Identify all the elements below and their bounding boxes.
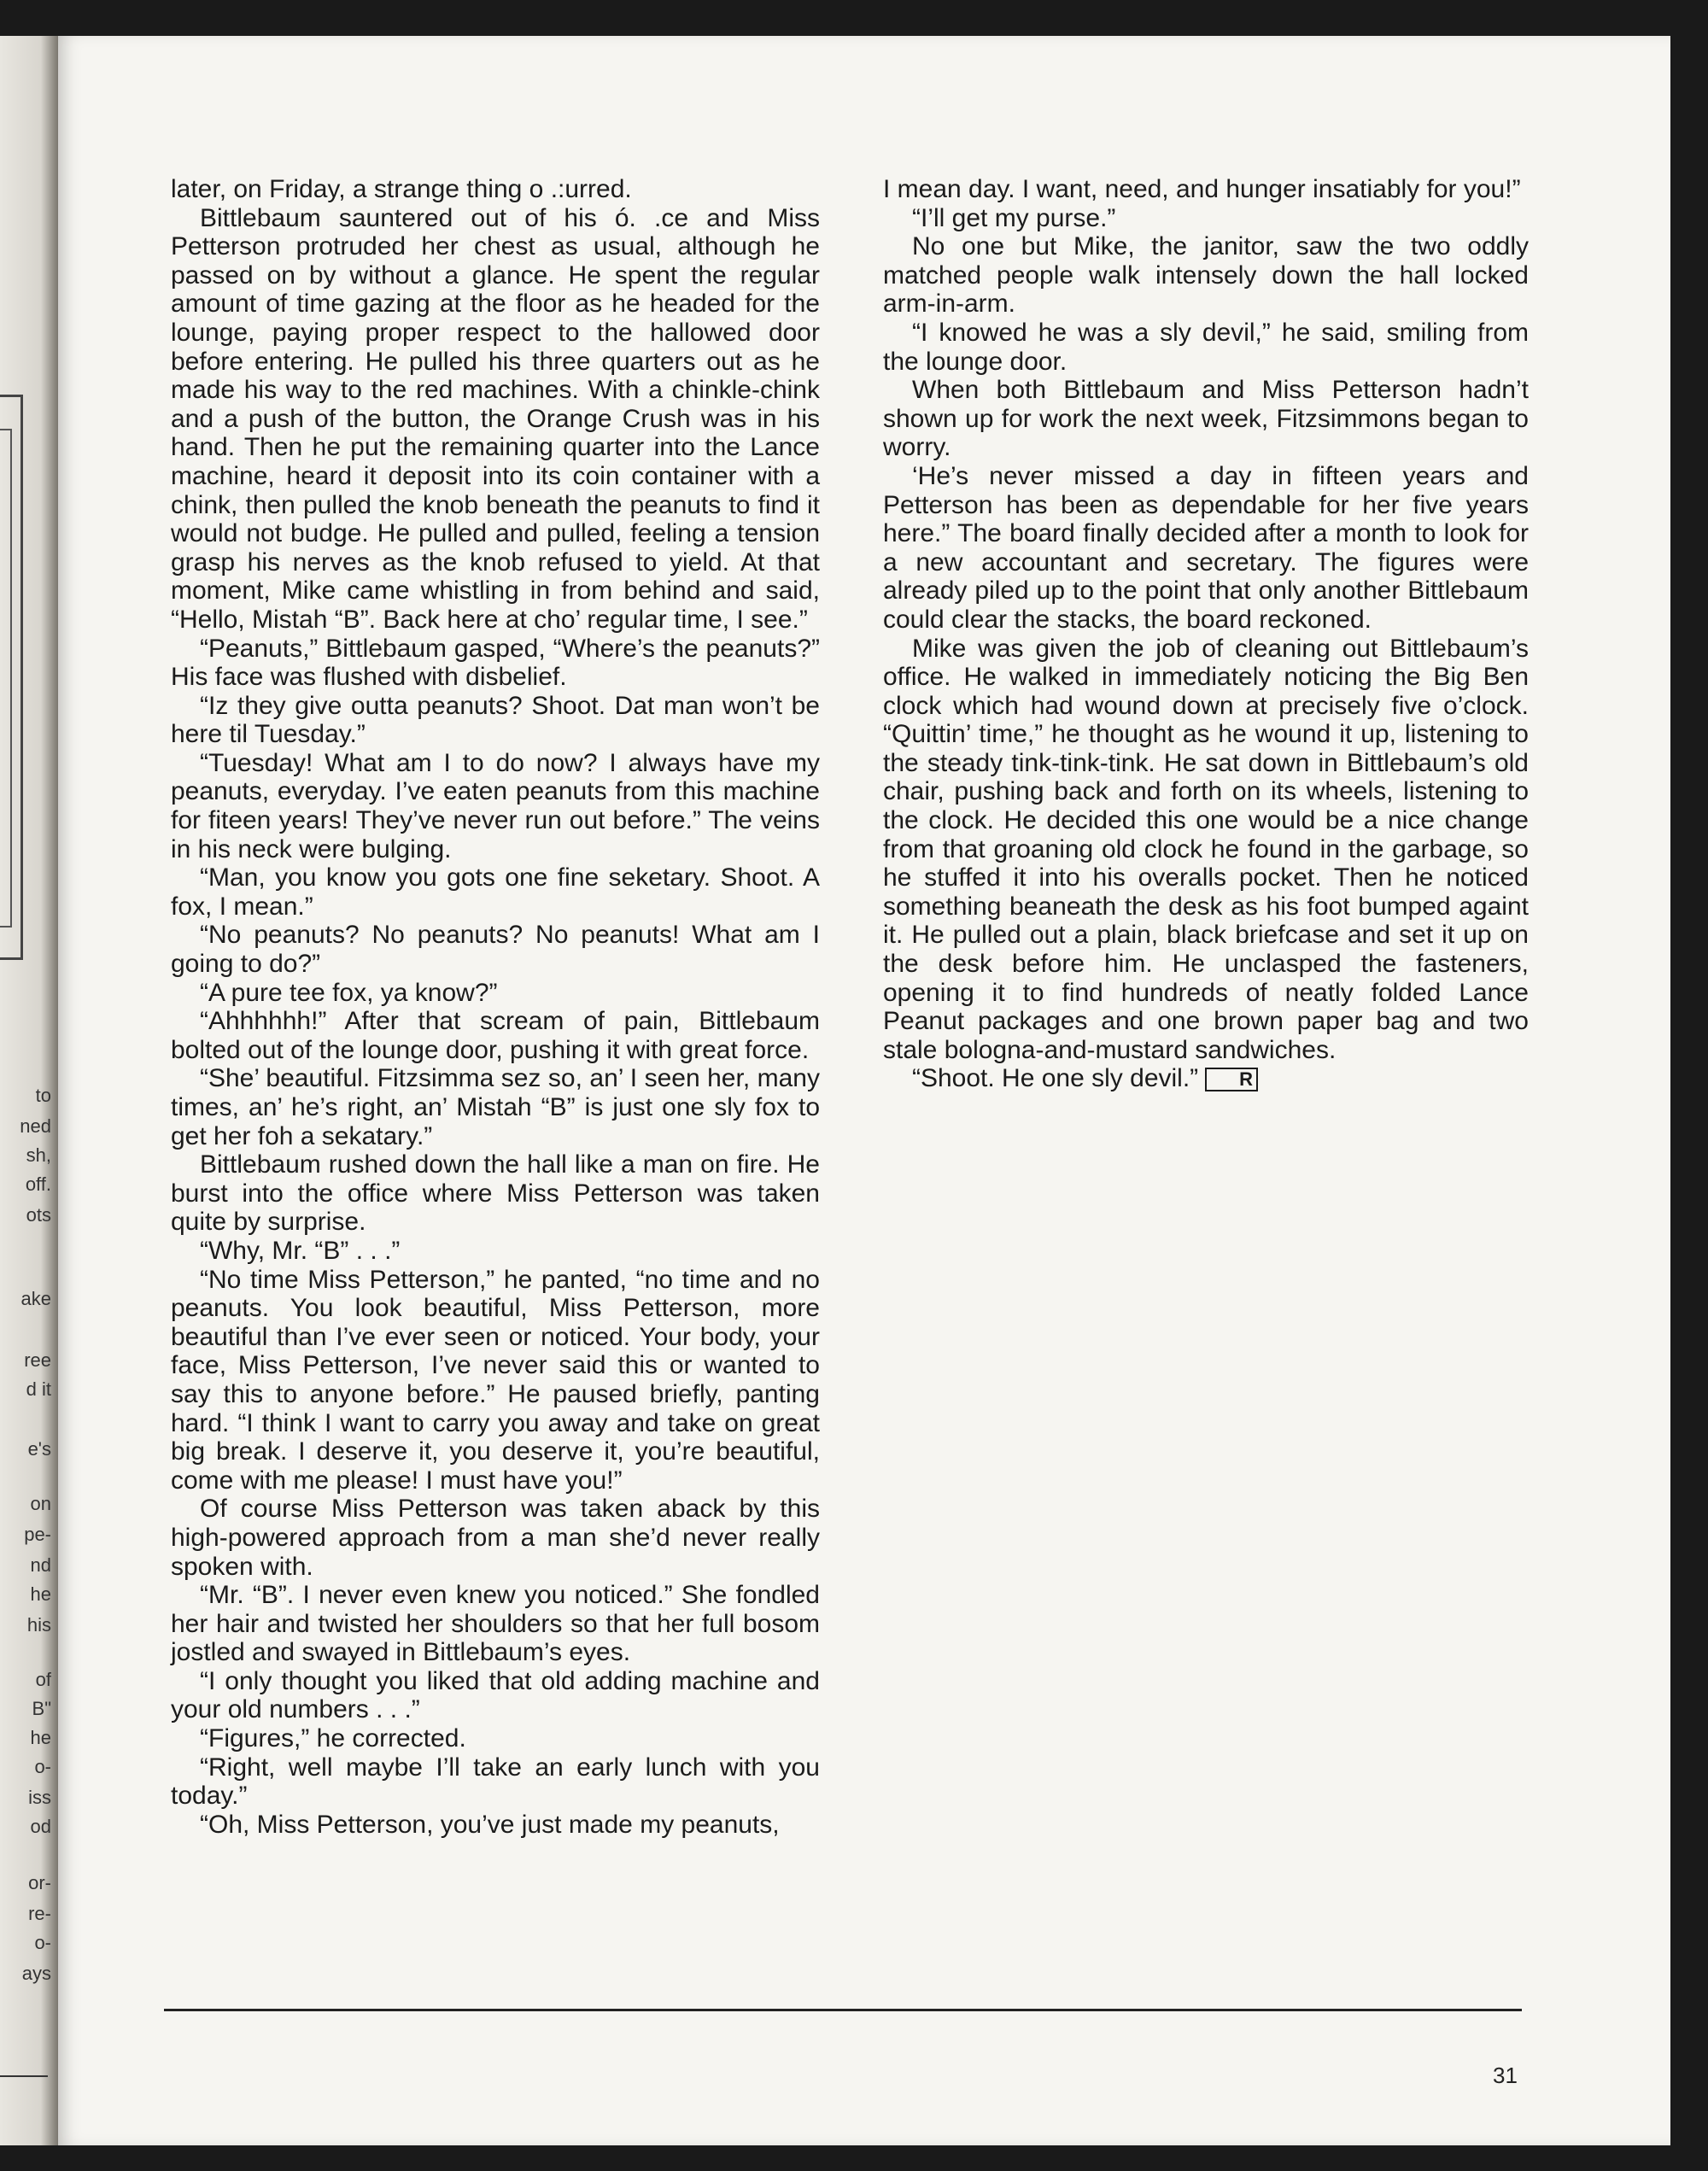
previous-page-text-fragment: ake	[20, 1288, 51, 1309]
previous-page-text-fragment: sh,	[26, 1144, 51, 1166]
previous-page-text-fragment: his	[26, 1614, 51, 1636]
previous-page-text-fragment: or-	[28, 1872, 51, 1893]
previous-page-text-fragment: on	[30, 1493, 51, 1514]
paragraph: Bittlebaum sauntered out of his ó. .ce and Miss Petterson protruded her chest as usual, although he passed on by without a glance. He spent the regular amount of time gazing at the floor as he headed for the lounge, paying proper respect to the hallowed door before entering. He pulled his three quarters out as he made his way to the red machines. With a chinkle-chink and a push of the button, the Orange Crush was in his hand. Then he put the remaining quarter into the Lance machine, heard it deposit into its coin container with a chink, then pulled the knob beneath the peanuts to find it would not budge. He pulled and pulled, feeling a tension grasp his nerves as the knob refused to yield. At that moment, Mike came whistling in from behind and said, “Hello, Mistah “B”. Back here at cho’ regular time, I see.”	[171, 203, 820, 634]
previous-page-text-fragment: to	[35, 1085, 51, 1106]
previous-page-text-fragment: he	[30, 1727, 51, 1748]
final-line: “Shoot. He one sly devil.”	[912, 1064, 1199, 1093]
paragraph: I mean day. I want, need, and hunger insatiably for you!”	[883, 175, 1521, 203]
previous-page-text-fragment: ots	[26, 1204, 51, 1226]
paragraph: “I only thought you liked that old adding machine and your old numbers . . .”	[171, 1666, 820, 1724]
paragraph: “Oh, Miss Petterson, you’ve just made my peanuts,	[200, 1810, 780, 1839]
previous-page-text-fragment: pe-	[24, 1524, 51, 1545]
paragraph: “I knowed he was a sly devil,” he said, smiling from the lounge door.	[883, 318, 1529, 376]
paragraph: “Why, Mr. “B” . . .”	[200, 1236, 401, 1265]
previous-page-text-fragment: ree	[24, 1349, 51, 1371]
paragraph: Of course Miss Petterson was taken aback by this high-powered approach from a man she’d never really spoken with.	[171, 1495, 820, 1581]
previous-page-text-fragment: off.	[25, 1173, 51, 1195]
right-text-column	[883, 175, 1529, 1093]
paragraph: “No time Miss Petterson,” he panted, “no time and no peanuts. You look beautiful, Miss Petterson, more beautiful than I’ve ever seen or noticed. Your body, your face, Miss Petterson, I’ve never said this or wanted to say this to anyone before.” He paused briefly, panting hard. “I think I want to carry you away and take on great big break. I deserve it, you deserve it, you’re beautiful, come with me please! I must have you!”	[171, 1265, 820, 1495]
paragraph: When both Bittlebaum and Miss Petterson hadn’t shown up for work the next week, Fitzsimmons began to worry.	[883, 376, 1529, 462]
paragraph: “Man, you know you gots one fine seketary. Shoot. A fox, I mean.”	[171, 863, 820, 921]
previous-page-text-fragment: iss	[28, 1787, 51, 1808]
previous-page-text-fragment: he	[30, 1583, 51, 1605]
paragraph: “Ahhhhhh!” After that scream of pain, Bittlebaum bolted out of the lounge door, pushing it with great force.	[171, 1007, 820, 1064]
paragraph: Mike was given the job of cleaning out Bittlebaum’s office. He walked in immediately noticing the Big Ben clock which had wound down at precisely five o’clock. “Quittin’ time,” he thought as he wound it up, listening to the steady tink-tink-tink. He sat down in Bittlebaum’s old chair, pushing back and forth on its wheels, listening to the clock. He decided this one would be a nice change from that groaning old clock he found in the garbage, so he stuffed it into his overalls pocket. Then he noticed something beaneath the desk as his foot bumped againt it. He pulled out a plain, black briefcase and set it up on the desk before him. He unclasped the fasteners, opening it to find hundreds of neatly folded Lance Peanut packages and one brown paper bag and two stale bologna-and-mustard sandwiches.	[883, 634, 1529, 1064]
paragraph: “Right, well maybe I’ll take an early lunch with you today.”	[171, 1753, 820, 1811]
paragraph: “Mr. “B”. I never even knew you noticed.” She fondled her hair and twisted her shoulders so that her full bosom jostled and swayed in Bittlebaum’s eyes.	[171, 1581, 820, 1667]
final-paragraph	[883, 1064, 1529, 1093]
paragraph: “She’ beautiful. Fitzsimma sez so, an’ I seen her, many times, an’ he’s right, an’ Mistah “B” is just one sly fox to get her foh a sekatary.”	[171, 1064, 820, 1150]
previous-page-text-fragment: of	[35, 1669, 51, 1690]
previous-page-text-fragment: ned	[20, 1115, 51, 1137]
paragraph: later, on Friday, a strange thing o .:urred.	[171, 175, 632, 203]
end-of-story-mark-icon: R	[1205, 1068, 1258, 1091]
paragraph: “Tuesday! What am I to do now? I always have my peanuts, everyday. I’ve eaten peanuts from this machine for fiteen years! They’ve never run out before.” The veins in his neck were bulging.	[171, 748, 820, 863]
previous-page-text-fragment: od	[30, 1816, 51, 1837]
paragraph: “Figures,” he corrected.	[200, 1724, 466, 1753]
paragraph: “No peanuts? No peanuts? No peanuts! What am I going to do?”	[171, 921, 820, 979]
previous-page-text-fragment: d it	[26, 1378, 51, 1400]
previous-page-text-fragment: re-	[28, 1903, 51, 1924]
paragraph: No one but Mike, the janitor, saw the two oddly matched people walk intensely down the hall locked arm-in-arm.	[883, 232, 1529, 319]
paragraph: Bittlebaum rushed down the hall like a man on fire. He burst into the office where Miss Petterson was taken quite by surprise.	[171, 1150, 820, 1237]
previous-page-text-fragment: nd	[30, 1554, 51, 1576]
page-number: 31	[1493, 2063, 1518, 2088]
paragraph: “Iz they give outta peanuts? Shoot. Dat man won’t be here til Tuesday.”	[171, 691, 820, 749]
left-text-column	[171, 175, 820, 1839]
previous-page-text-fragment: e's	[27, 1438, 51, 1460]
previous-page-edge	[0, 36, 58, 2145]
previous-page-text-fragment: o-	[34, 1756, 51, 1777]
paragraph: “A pure tee fox, ya know?”	[200, 978, 498, 1007]
previous-page-rule	[0, 2075, 48, 2077]
previous-page-text-fragment: ays	[21, 1963, 51, 1984]
paragraph: “I’ll get my purse.”	[912, 203, 1116, 232]
footer-rule	[164, 2009, 1522, 2011]
paragraph: “Peanuts,” Bittlebaum gasped, “Where’s the peanuts?” His face was flushed with disbelief.	[171, 634, 820, 692]
paragraph: ‘He’s never missed a day in fifteen years and Petterson has been as dependable for her five years here.” The board finally decided after a month to look for a new accountant and secretary. The figures were already piled up to the point that only another Bittlebaum could clear the stacks, the board reckoned.	[883, 461, 1529, 634]
previous-page-text-fragment: B"	[32, 1698, 51, 1719]
previous-page-inner-box	[0, 429, 12, 928]
previous-page-text-fragment: o-	[34, 1932, 51, 1953]
